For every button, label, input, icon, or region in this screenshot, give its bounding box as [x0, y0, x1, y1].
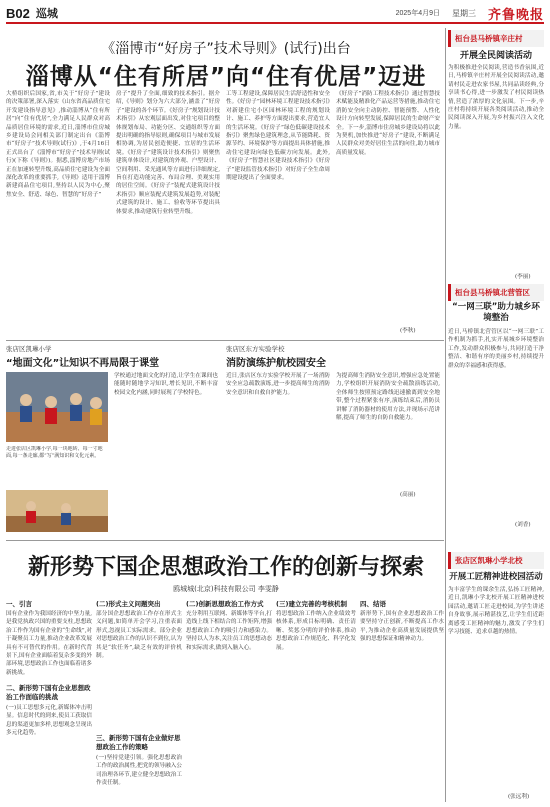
feature-title: 新形势下国企思想政治工作的创新与探索 — [27, 555, 424, 580]
photo-story-label: 张店区凯琳小学 — [6, 345, 52, 353]
feature-section-3-heading: (二)形式主义问题突出 — [96, 600, 161, 608]
top-story-headline: 淄博从“住有所居”向“住有优居”迈进 — [25, 64, 427, 90]
sidebar-byline-3: (张远利) — [508, 794, 530, 800]
divider-mid — [6, 540, 444, 541]
feature-section-5-heading: (二)创新思想政治工作方式 — [186, 600, 264, 608]
top-story-column-1: 大桥组织后国家,省,市关于“好房子”建设的决策部署,深入落实《山东省高品质住宅开发建设指导意见》,推动淄博从“住有所居”向“住有优居”,全力满足人民群众对高品质居住环境的需求,近日,淄博市住房城乡建设局会同相关部门制定出台《淄博市“好房子”技术导则(试行)》,于4月16日正式出台了《淄博市“好房子”技术导则(试行)(下称《导则》)。据悉,淄博房地产市场正在加速转型升级,高品质住宅建设为全面深化改革的重要抓手,《导则》适用于淄博新建商品住宅项目,坚持以人民为中心,聚焦安全、舒适、绿色、智慧的“好房子” — [6, 91, 110, 198]
feature-section-3-text: 部分国企思想政治工作存在形式主义问题,如简单开会学习,注重表面形式,忽视员工实际需求。部分企业对思想政治工作的认识不到位,认为其是“软任务”,缺乏有效的评价机制。 — [96, 611, 182, 660]
photo-story-column-1: 走进张店区凯琳小学,每一块地砖、每一寸地面,每一条走廊,都“写”满知识和文化元素。 — [6, 446, 103, 460]
photo-story2-title: 消防演练护航校园安全 — [226, 358, 326, 369]
photo-story-title: “地面文化”让知识不再局限于课堂 — [6, 358, 160, 369]
photo-story2-byline: (高丽) — [400, 492, 416, 498]
feature-section-2-text: (一)员工思想多元化,新媒体冲击明显。信息时代的到来,使员工获取信息的渠道更加多样,思想观念呈现出多元化趋势。 — [6, 705, 92, 737]
feature-author: 鸥城城(北京)科技有限公司 李雯静 — [173, 585, 279, 593]
sidebar-title-3: 张店区凯琳小学北校 — [448, 552, 544, 569]
feature-section-6-text: 将思想政治工作纳入企业绩效考核体系,形成目标明确、责任清晰、奖惩分明的评价体系,推动思想政治工作规范化、科学化发展。 — [276, 611, 356, 651]
photo-story2-column-2: 为提高师生消防安全意识,增强应急处置能力,学校组织开展消防安全疏散演练活动,全体师生按照预定路线迅速撤离到安全地带,整个过程紧张有序,演练结束后,消防员讲解了消防器材的使用方法,并现场示范讲解,提高了师生的自防自救能力。 — [336, 373, 440, 422]
photo-story2-label: 张店区东方实验学校 — [226, 345, 285, 353]
page-number: B02 — [6, 5, 30, 21]
sidebar-divider — [445, 28, 446, 802]
classroom-photo-2 — [6, 490, 108, 532]
sidebar-head-1: 开展全民阅读活动 — [459, 51, 532, 61]
feature-section-1-heading: 一、引言 — [6, 600, 32, 608]
feature-section-2-heading: 二、新形势下国有企业思想政治工作面临的挑战 — [6, 684, 91, 701]
feature-section-5-text: 充分利用互联网、新媒体等平台,打造线上线下相结合的工作矩阵,增强思想政治工作的吸引力和感染力。坚持以人为本,关注员工的思想动态和实际需求,做到入脑入心。 — [186, 611, 272, 651]
sidebar-title-1: 桓台县马桥镇辛庄村 — [448, 30, 544, 47]
top-story-byline: (李秋) — [400, 328, 416, 334]
feature-section-6-heading: (三)建立完善的考核机制 — [276, 600, 347, 608]
top-story-column-3: 工等工程建设,保障居民生活舒适性和安全性。《好房子”园林环境工程建设技术指引》对新建住宅小区园林环境工程的规划设计、施工、养护等方面提出要求,营造宜人的生活环境。《好房子”绿色低碳建设技术指引》聚焦绿色建筑理念,从节能降耗、资源节约、环境保护等方面提出具体措施,推动住宅建设向绿色低碳方向发展。此外,《好房子”智慧社区建设技术指引》《好房子”建设监管技术指引》对好房子全生命周期建设提出了全面要求。 — [226, 91, 330, 182]
sidebar-text-2: 近日,马桥镇北营管区以“一网三联”工作机制为抓手,扎实开展城乡环境整治工作,发动群众积极参与,共同打造干净整洁、和谐有序的美丽乡村,持续提升群众的幸福感和获得感。 — [448, 329, 544, 369]
feature-section-7-text: 新形势下,国有企业思想政治工作要坚持守正创新,不断提高工作水平,为推动企业高质量发展提供坚强的思想保证和精神动力。 — [360, 611, 444, 643]
newspaper-logo: 齐鲁晚报 — [487, 7, 544, 23]
divider-top — [6, 340, 444, 341]
page-header — [6, 4, 544, 24]
top-story-column-2: 房子”提升了全面,细致的技术指引。据介绍,《导则》划分为六大部分,涵盖了“好房子”建设的各个环节。《好房子”规划设计技术指引》从宏观层面出发,对住宅项目的整体规划布局、功能分区、交通组织等方面提出明确的指导原则,确保项目与城市发展相协调,为居民创造便捷、宜居的生活环境。《好房子”建筑设计技术指引》则聚焦建筑单体设计,对建筑的外观、户型设计、空间利用、采光通风等方面进行详细规定,旨在打造功能完善、布局合理、美观实用的居住空间。《好房子”装配式建筑设计技术指引》顺应装配式建筑发展趋势,对装配式建筑的设计、施工、验收等环节提出具体要求,推动建筑行业转型升级。 — [116, 91, 220, 215]
sidebar-text-1: 为积极推进全民阅读,营造书香氛围,近日,马桥镇辛庄村开展全民阅读活动,邀请村民走进农家书屋,共同品读经典,分享读书心得,进一步激发了村民阅读热情,营造了浓厚的文化氛围。下一步,辛庄村将持续开展各类阅读活动,推动全民阅读深入开展,为乡村振兴注入文化力量。 — [448, 65, 544, 130]
sidebar-title-2: 桓台县马桥镇北营管区 — [448, 284, 544, 301]
feature-section-4-heading: 三、新形势下国有企业做好思想政治工作的策略 — [96, 734, 181, 751]
photo-story-column-2: 学校通过地面文化的打造,让学生在课间也能随时随地学习知识,增长见识,不断丰富校园文化内涵,同时展现了学校特色。 — [114, 373, 218, 396]
sidebar-byline-1: (李丽) — [515, 274, 531, 280]
photo-story2-column-1: 近日,张店区东方实验学校开展了一场消防安全应急疏散演练,进一步提高师生的消防安全意识和自救自护能力。 — [226, 373, 330, 396]
classroom-photo — [6, 372, 108, 442]
section-name: 巡城 — [35, 7, 58, 20]
top-story-kicker: 《淄博市“好房子”技术导则》(试行)出台 — [101, 41, 351, 57]
feature-section-4-text: (一)坚持党建引领。强化思想政治工作的政治属性,把党的领导融入公司治理各环节,建立健全思想政治工作责任制。 — [96, 755, 182, 787]
feature-section-1-text: 国有企业作为我国经济的中坚力量,是我党执政兴国的重要支柱,思想政治工作作为国有企业的“生命线”,对于凝聚员工力量,推动企业改革发展具有不可替代的作用。在新时代背景下,国有企业面临着复杂多变的外部环境,思想政治工作也面临着诸多新挑战。 — [6, 611, 92, 676]
top-story-column-4: 《好房子”消防工程技术指引》通过智慧技术赋能及精准化产品运营等措施,推动住宅消防安全向主动防控、智能预警、人性化设计方向转型发展,保障居民的生命财产安全。下一步,淄博市住房城乡建设局将以此为契机,加快推进“好房子”建设,不断满足人民群众对美好居住生活的向往,助力城市高质量发展。 — [336, 91, 440, 156]
sidebar-head-2: “一网三联”助力城乡环境整治 — [452, 302, 540, 323]
issue-date: 2025年4月9日 — [395, 10, 440, 17]
sidebar-text-3: 为丰富学生的课余生活,弘扬工匠精神,近日,凯琳小学北校开展工匠精神进校园活动,邀请工匠走进校园,为学生讲述自身故事,展示精湛技艺,让学生们近距离感受工匠精神的魅力,激发了学生们学习技能、追求卓越的热情。 — [448, 587, 544, 636]
issue-weekday: 星期三 — [451, 8, 476, 18]
sidebar-head-3: 开展工匠精神进校园活动 — [449, 572, 543, 582]
sidebar-byline-2: (刘香) — [515, 522, 531, 528]
feature-section-7-heading: 四、结语 — [360, 600, 386, 608]
